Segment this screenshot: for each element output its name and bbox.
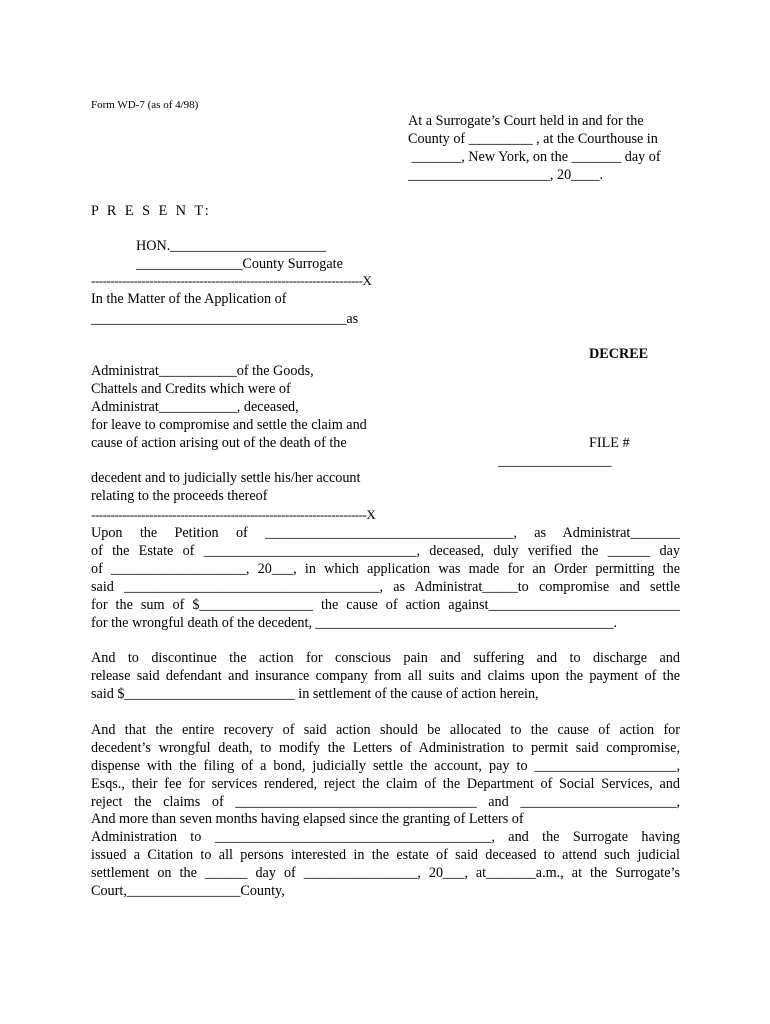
divider-bottom: -----------------------------------------------------------------------X bbox=[91, 507, 376, 522]
body-line: reject the claims of __________________________________ and ______________________, bbox=[91, 794, 680, 810]
court-header-line: ____________________, 20____. bbox=[408, 167, 604, 183]
caption-line: ____________________________________as bbox=[91, 311, 359, 327]
caption-line: Administrat___________, deceased, bbox=[91, 399, 299, 415]
body-line: for the wrongful death of the decedent, __________________________________________. bbox=[91, 615, 618, 631]
body-line: Court,________________County, bbox=[91, 883, 285, 899]
decree-title: DECREE bbox=[589, 346, 649, 362]
caption-line: In the Matter of the Application of bbox=[91, 291, 287, 307]
caption-line: for leave to compromise and settle the claim and bbox=[91, 417, 367, 433]
body-line: dispense with the filing of a bond, judicially settle the account, pay to ____________________, bbox=[91, 758, 680, 774]
body-line: release said defendant and insurance company from all suits and claims upon the payment of the bbox=[91, 668, 680, 684]
caption-line: relating to the proceeds thereof bbox=[91, 488, 268, 504]
court-header-line: At a Surrogate’s Court held in and for the bbox=[408, 113, 644, 129]
hon-line: HON.______________________ bbox=[136, 238, 327, 254]
body-line: decedent’s wrongful death, to modify the Letters of Administration to permit said compromise, bbox=[91, 740, 680, 756]
body-line: said $________________________ in settlement of the cause of action herein, bbox=[91, 686, 539, 702]
divider-top: ----------------------------------------------------------------------X bbox=[91, 273, 372, 288]
body-line: Upon the Petition of ___________________________________, as Administrat_______ bbox=[91, 525, 680, 541]
caption-line: Administrat___________of the Goods, bbox=[91, 363, 314, 379]
body-line: for the sum of $________________ the cause of action against___________________________ bbox=[91, 597, 680, 613]
body-line: said ____________________________________, as Administrat_____to compromise and settle bbox=[91, 579, 680, 595]
body-line: of the Estate of ______________________________, deceased, duly verified the ______ day bbox=[91, 543, 680, 559]
surrogate-line: _______________County Surrogate bbox=[136, 256, 343, 272]
caption-line: decedent and to judicially settle his/her account bbox=[91, 470, 361, 486]
body-line: And more than seven months having elapsed since the granting of Letters of bbox=[91, 811, 524, 827]
body-line: issued a Citation to all persons interested in the estate of said deceased to attend such judicial bbox=[91, 847, 680, 863]
body-line: of ___________________, 20___, in which application was made for an Order permitting the bbox=[91, 561, 680, 577]
form-id: Form WD-7 (as of 4/98) bbox=[91, 99, 199, 111]
body-line: Administration to _______________________________________, and the Surrogate having bbox=[91, 829, 680, 845]
caption-line: Chattels and Credits which were of bbox=[91, 381, 291, 397]
body-line: And that the entire recovery of said action should be allocated to the cause of action for bbox=[91, 722, 680, 738]
caption-line: cause of action arising out of the death of the bbox=[91, 435, 347, 451]
present-label: P R E S E N T: bbox=[91, 203, 212, 219]
body-line: Esqs., their fee for services rendered, reject the claim of the Department of Social Services, and bbox=[91, 776, 680, 792]
body-line: And to discontinue the action for conscious pain and suffering and to discharge and bbox=[91, 650, 680, 666]
file-number-blank: ________________ bbox=[498, 453, 612, 469]
court-header-line: _______, New York, on the _______ day of bbox=[408, 149, 661, 165]
court-header-line: County of _________ , at the Courthouse in bbox=[408, 131, 658, 147]
file-label: FILE # bbox=[589, 435, 630, 451]
body-line: settlement on the ______ day of ________________, 20___, at_______a.m., at the Surrogate’s bbox=[91, 865, 680, 881]
